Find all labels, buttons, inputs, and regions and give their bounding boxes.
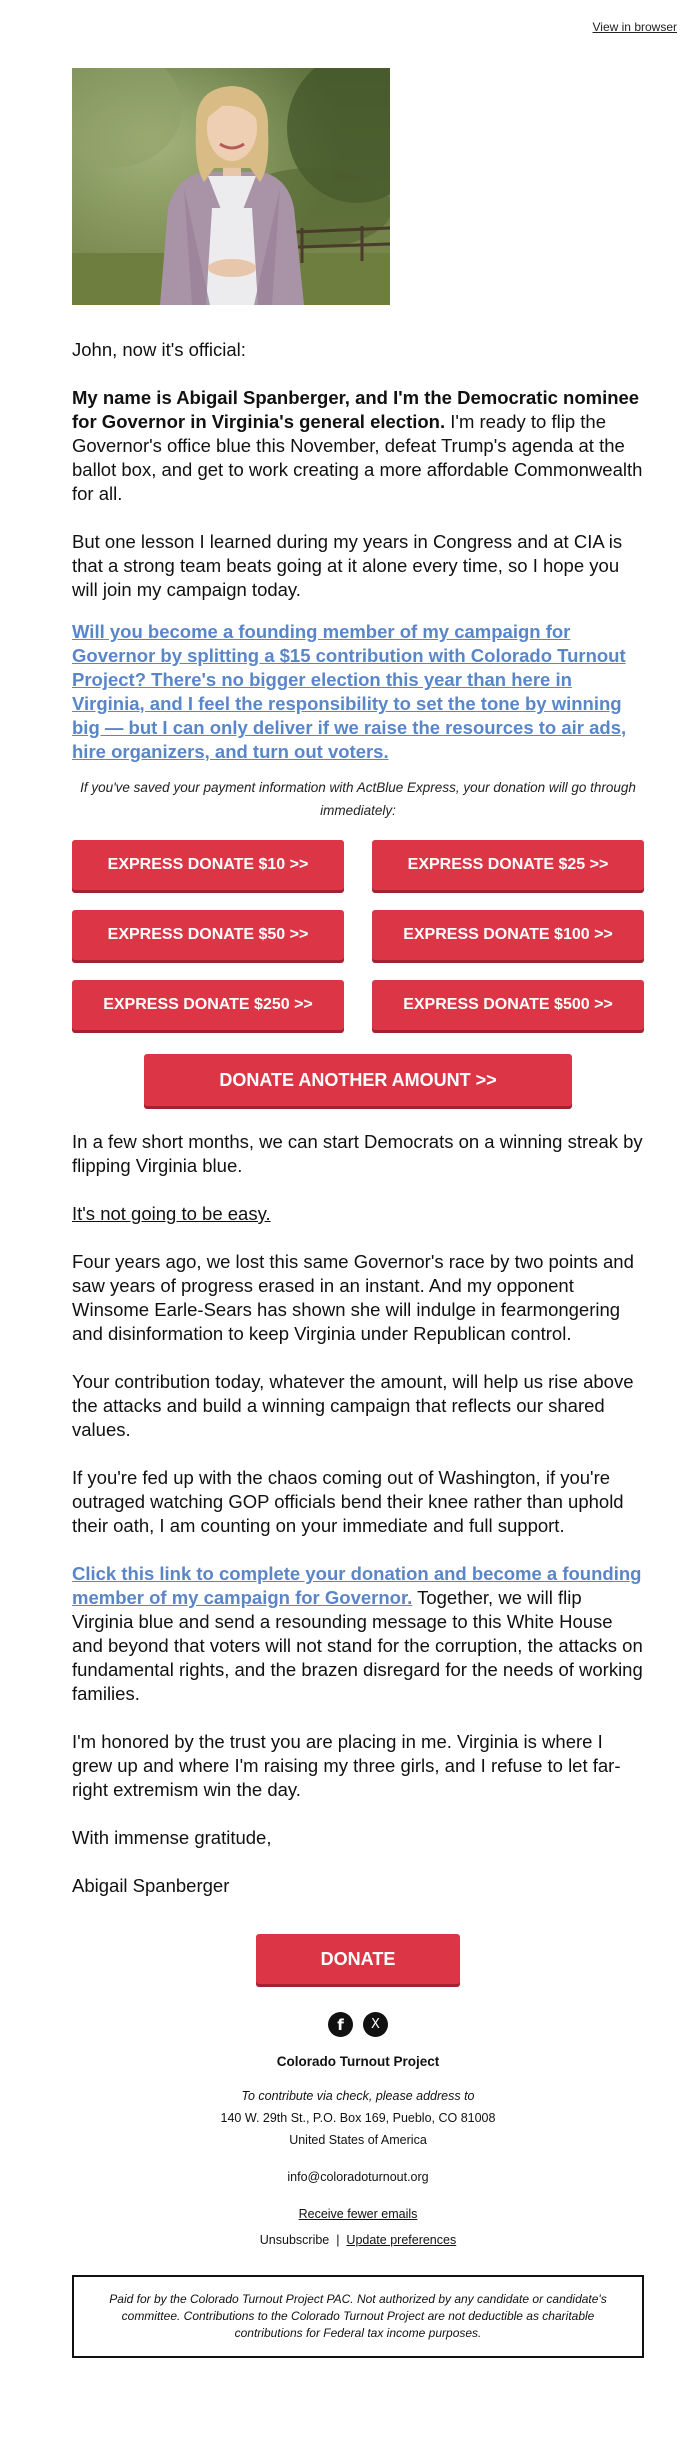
contact-email[interactable]: info@coloradoturnout.org bbox=[287, 2170, 429, 2184]
org-name: Colorado Turnout Project bbox=[276, 2054, 440, 2069]
greeting: John, now it's official: bbox=[72, 339, 246, 360]
portrait-illustration bbox=[72, 68, 390, 305]
x-glyph: X bbox=[371, 2017, 380, 2032]
paragraph-contribution: Your contribution today, whatever the amount, will help us rise above the attacks and build a winning campaign that reflects our shared values. bbox=[72, 1371, 634, 1440]
express-note: If you've saved your payment information with ActBlue Express, your donation will go through immediately: bbox=[80, 780, 636, 818]
update-preferences-link[interactable]: Update preferences bbox=[346, 2233, 457, 2247]
paragraph-team: But one lesson I learned during my years in Congress and at CIA is that a strong team beats going at it alone every time, so I hope you will join my campaign today. bbox=[72, 531, 623, 600]
complete-donation-rest: Together, we will flip Virginia blue and send a resounding message to this White House and beyond that voters will not stand for the corruption, the attacks on fundamental rights, and the brazen disregard for the needs of working families. bbox=[72, 1587, 643, 1704]
paragraph-honored: I'm honored by the trust you are placing in me. Virginia is where I grew up and where I'm raising my three girls, and I refuse to let far-right extremism win the day. bbox=[72, 1731, 621, 1800]
paragraph-complete-donation bbox=[72, 1562, 644, 1706]
email-body bbox=[72, 338, 644, 2358]
intro-rest: I'm ready to flip the Governor's office blue this November, defeat Trump's agenda at the ballot box, and get to work creating a more affordable Commonwealth for all. bbox=[72, 411, 643, 504]
facebook-icon[interactable] bbox=[328, 2012, 353, 2037]
footer bbox=[72, 2051, 644, 2251]
paragraph-four-years-ago: Four years ago, we lost this same Governor's race by two points and saw years of progress erased in an instant. And my opponent Winsome Earle-Sears has shown she will indulge in fearmongering and disinformation to keep Virginia under Republican control. bbox=[72, 1251, 634, 1344]
express-donate-250-button[interactable]: EXPRESS DONATE $250 >> bbox=[72, 980, 344, 1030]
intro-paragraph bbox=[72, 386, 644, 506]
address-line-2: United States of America bbox=[289, 2133, 427, 2147]
view-in-browser-link[interactable]: View in browser bbox=[592, 20, 677, 34]
footer-separator: | bbox=[336, 2233, 340, 2247]
hero-image bbox=[72, 68, 390, 305]
complete-donation-link[interactable]: Click this link to complete your donation and become a founding member of my campaign for Governor. bbox=[72, 1563, 642, 1608]
express-donate-500-button[interactable]: EXPRESS DONATE $500 >> bbox=[372, 980, 644, 1030]
founding-member-link[interactable]: Will you become a founding member of my campaign for Governor by splitting a $15 contribution with Colorado Turnout Project? There's no bigger election this year than here in Virginia, and I feel the responsibility to set the tone by winning big — but I can only deliver if we raise the resources to air ads, hire organizers, and turn out voters. bbox=[72, 621, 627, 762]
signature: Abigail Spanberger bbox=[72, 1875, 230, 1896]
address-line-1: 140 W. 29th St., P.O. Box 169, Pueblo, CO 81008 bbox=[220, 2111, 496, 2125]
paragraph-winning-streak: In a few short months, we can start Democrats on a winning streak by flipping Virginia blue. bbox=[72, 1131, 643, 1176]
facebook-glyph: f bbox=[337, 2015, 344, 2034]
paragraph-not-easy: It's not going to be easy. bbox=[72, 1203, 271, 1224]
express-donate-25-button[interactable]: EXPRESS DONATE $25 >> bbox=[372, 840, 644, 890]
receive-fewer-emails-link[interactable]: Receive fewer emails bbox=[298, 2207, 418, 2221]
paragraph-fed-up: If you're fed up with the chaos coming out of Washington, if you're outraged watching GOP officials bend their knee rather than uphold their oath, I am counting on your immediate and full support. bbox=[72, 1467, 624, 1536]
closing: With immense gratitude, bbox=[72, 1827, 272, 1848]
x-icon[interactable] bbox=[363, 2012, 388, 2037]
express-donate-50-button[interactable]: EXPRESS DONATE $50 >> bbox=[72, 910, 344, 960]
social-links bbox=[72, 2012, 644, 2037]
paid-for-disclaimer: Paid for by the Colorado Turnout Project PAC. Not authorized by any candidate or candidate's committee. Contributions to the Colorado Turnout Project are not deductible as charitable contributions for Federal tax income purposes. bbox=[72, 2275, 644, 2358]
donate-button[interactable]: DONATE bbox=[256, 1934, 460, 1984]
unsubscribe-link[interactable]: Unsubscribe bbox=[259, 2233, 330, 2247]
subscription-links bbox=[72, 2229, 644, 2251]
check-note: To contribute via check, please address to bbox=[241, 2089, 475, 2103]
express-donate-grid bbox=[72, 840, 644, 1030]
express-donate-10-button[interactable]: EXPRESS DONATE $10 >> bbox=[72, 840, 344, 890]
express-donate-100-button[interactable]: EXPRESS DONATE $100 >> bbox=[372, 910, 644, 960]
donate-another-amount-button[interactable]: DONATE ANOTHER AMOUNT >> bbox=[144, 1054, 572, 1106]
intro-bold: My name is Abigail Spanberger, and I'm the Democratic nominee for Governor in Virginia's general election. bbox=[72, 387, 640, 432]
